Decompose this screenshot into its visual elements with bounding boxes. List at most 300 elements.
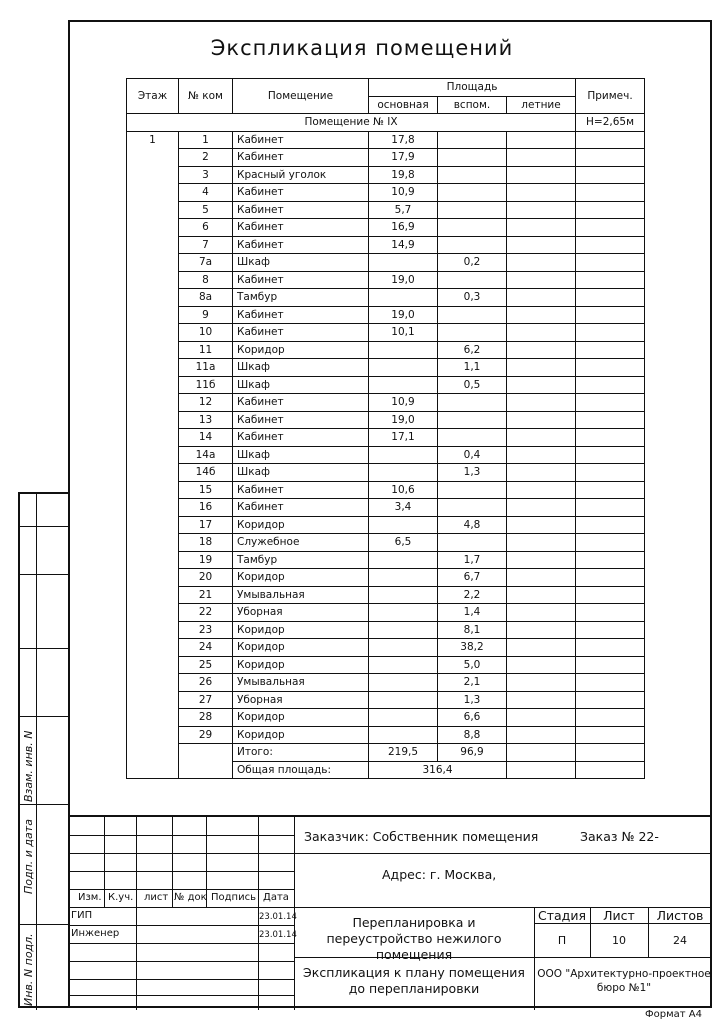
area-main-cell [369,639,438,657]
floor-cell [127,656,179,674]
note-cell [576,324,645,342]
area-main-cell [369,341,438,359]
title-block [68,815,712,1008]
room-name-cell: Шкаф [233,359,369,377]
area-main-cell: 10,9 [369,394,438,412]
floor-cell [127,219,179,237]
floor-cell [127,289,179,307]
note-cell [576,341,645,359]
area-summer-cell [507,621,576,639]
header-area-summer: летние [507,96,576,114]
room-name-cell: Коридор [233,639,369,657]
area-summer-cell [507,586,576,604]
area-main-cell: 19,0 [369,411,438,429]
note-cell [576,481,645,499]
floor-cell [127,674,179,692]
area-main-cell: 17,8 [369,131,438,149]
room-no-cell: 2 [179,149,233,167]
area-aux-cell: 1,4 [438,604,507,622]
area-main-cell [369,551,438,569]
table-row [127,166,645,184]
note-cell [576,149,645,167]
area-summer-cell [507,341,576,359]
table-row [127,656,645,674]
table-row [127,149,645,167]
col-data: Дата [263,892,289,903]
floor-cell [127,394,179,412]
header-area-main: основная [369,96,438,114]
note-cell [576,709,645,727]
floor-cell [127,149,179,167]
header-room: Помещение [233,79,369,114]
total-area-row [127,761,645,779]
room-no-cell: 25 [179,656,233,674]
room-name-cell: Умывальная [233,674,369,692]
room-no-cell: 27 [179,691,233,709]
area-main-cell: 19,8 [369,166,438,184]
room-no-cell: 9 [179,306,233,324]
area-main-cell [369,516,438,534]
floor-cell [127,411,179,429]
area-summer-cell [507,166,576,184]
table-row [127,324,645,342]
area-summer-cell [507,429,576,447]
header-area-aux: вспом. [438,96,507,114]
area-summer-cell [507,236,576,254]
note-cell [576,499,645,517]
floor-cell [127,621,179,639]
project-title: Перепланировка и переустройство нежилого помещения [326,915,502,962]
doc-title: Экспликация к плану помещения до перепланировки [303,965,525,996]
header-area: Площадь [369,79,576,97]
area-aux-cell [438,394,507,412]
room-no-cell: 22 [179,604,233,622]
section-note: H=2,65м [576,114,645,132]
table-row [127,341,645,359]
table-row [127,621,645,639]
floor-cell [127,201,179,219]
room-no-cell: 4 [179,184,233,202]
area-summer-cell [507,394,576,412]
room-no-cell: 10 [179,324,233,342]
table-row [127,604,645,622]
room-no-cell: 7 [179,236,233,254]
room-no-cell: 16 [179,499,233,517]
area-summer-cell [507,481,576,499]
area-main-cell: 10,9 [369,184,438,202]
room-name-cell: Кабинет [233,149,369,167]
room-no-cell: 8 [179,271,233,289]
note-cell [576,236,645,254]
note-cell [576,411,645,429]
area-summer-cell [507,656,576,674]
note-cell [576,516,645,534]
floor-cell [127,236,179,254]
area-aux-cell: 0,2 [438,254,507,272]
area-summer-cell [507,674,576,692]
col-izm: Изм. [78,892,102,903]
room-name-cell: Кабинет [233,184,369,202]
room-no-cell: 3 [179,166,233,184]
room-name-cell: Шкаф [233,464,369,482]
floor-cell: 1 [127,131,179,149]
area-aux-cell [438,219,507,237]
area-aux-cell: 0,5 [438,376,507,394]
room-name-cell: Кабинет [233,271,369,289]
note-cell [576,219,645,237]
table-row [127,201,645,219]
room-name-cell: Коридор [233,341,369,359]
note-cell [576,744,645,762]
room-no-cell: 8а [179,289,233,307]
table-row [127,131,645,149]
room-no-cell: 11а [179,359,233,377]
note-cell [576,166,645,184]
engineer-date: 23.01.14 [259,930,297,940]
area-main-cell: 16,9 [369,219,438,237]
area-summer-cell [507,131,576,149]
room-name-cell: Коридор [233,709,369,727]
area-main-cell: 3,4 [369,499,438,517]
floor-cell [127,464,179,482]
room-no-cell: 6 [179,219,233,237]
note-cell [576,586,645,604]
note-cell [576,446,645,464]
sheet-value: 10 [612,934,626,947]
room-name-cell: Коридор [233,656,369,674]
table-row [127,639,645,657]
floor-cell [127,744,179,762]
sheets-value: 24 [673,934,687,947]
header-floor: Этаж [127,79,179,114]
floor-cell [127,324,179,342]
area-summer-cell [507,289,576,307]
room-name-cell: Уборная [233,691,369,709]
table-row [127,411,645,429]
room-no-cell [179,761,233,779]
area-summer-cell [507,691,576,709]
area-summer-cell [507,271,576,289]
table-row [127,534,645,552]
area-main-cell: 17,9 [369,149,438,167]
room-name-cell: Служебное [233,534,369,552]
room-no-cell: 19 [179,551,233,569]
note-cell [576,551,645,569]
area-main-cell [369,674,438,692]
note-cell [576,306,645,324]
area-aux-cell: 4,8 [438,516,507,534]
page-title: Экспликация помещений [210,36,514,60]
area-main-cell: 19,0 [369,306,438,324]
room-no-cell: 14а [179,446,233,464]
floor-cell [127,254,179,272]
table-row [127,271,645,289]
area-aux-cell [438,201,507,219]
totals-row [127,744,645,762]
stage-label: Стадия [538,908,586,923]
area-aux-cell [438,499,507,517]
note-cell [576,271,645,289]
table-row [127,499,645,517]
table-row [127,219,645,237]
room-no-cell: 21 [179,586,233,604]
note-cell [576,289,645,307]
area-aux-cell [438,149,507,167]
area-aux-cell: 1,3 [438,464,507,482]
note-cell [576,726,645,744]
room-name-cell: Кабинет [233,201,369,219]
floor-cell [127,166,179,184]
table-row [127,236,645,254]
area-summer-cell [507,184,576,202]
area-aux-cell [438,429,507,447]
table-row [127,709,645,727]
room-no-cell: 13 [179,411,233,429]
note-cell [576,639,645,657]
floor-cell [127,761,179,779]
table-row [127,289,645,307]
table-row [127,184,645,202]
room-no-cell: 11 [179,341,233,359]
table-row [127,394,645,412]
floor-cell [127,586,179,604]
area-main-cell: 19,0 [369,271,438,289]
totals-aux: 96,9 [438,744,507,762]
col-podpis: Подпись [211,892,256,903]
table-row [127,376,645,394]
area-main-cell [369,289,438,307]
area-summer-cell [507,411,576,429]
col-kuch: К.уч. [108,892,134,903]
note-cell [576,534,645,552]
room-name-cell: Уборная [233,604,369,622]
note-cell [576,394,645,412]
room-no-cell: 20 [179,569,233,587]
area-aux-cell [438,131,507,149]
room-no-cell: 23 [179,621,233,639]
area-summer-cell [507,516,576,534]
floor-cell [127,639,179,657]
room-name-cell: Коридор [233,621,369,639]
note-cell [576,429,645,447]
table-row [127,359,645,377]
area-summer-cell [507,726,576,744]
floor-cell [127,691,179,709]
totals-main: 219,5 [369,744,438,762]
area-summer-cell [507,149,576,167]
gip-date: 23.01.14 [259,912,297,922]
floor-cell [127,726,179,744]
table-row [127,464,645,482]
floor-cell [127,551,179,569]
room-no-cell: 7а [179,254,233,272]
area-summer-cell [507,761,576,779]
room-name-cell: Кабинет [233,324,369,342]
floor-cell [127,446,179,464]
gip-label: ГИП [71,910,93,921]
area-aux-cell [438,166,507,184]
room-no-cell: 15 [179,481,233,499]
floor-cell [127,481,179,499]
room-name-cell: Тамбур [233,551,369,569]
inv-label: Инв. N подл. [22,933,35,1006]
area-summer-cell [507,499,576,517]
area-summer-cell [507,744,576,762]
area-summer-cell [507,551,576,569]
room-no-cell: 24 [179,639,233,657]
area-main-cell [369,359,438,377]
area-main-cell [369,604,438,622]
floor-cell [127,604,179,622]
room-name-cell: Коридор [233,516,369,534]
area-summer-cell [507,534,576,552]
area-aux-cell: 6,6 [438,709,507,727]
table-row [127,726,645,744]
area-main-cell [369,709,438,727]
area-summer-cell [507,569,576,587]
table-row [127,569,645,587]
table-row [127,691,645,709]
note-cell [576,359,645,377]
note-cell [576,201,645,219]
room-name-cell: Шкаф [233,376,369,394]
area-main-cell: 14,9 [369,236,438,254]
sheet-label: Лист [603,908,635,923]
area-main-cell: 17,1 [369,429,438,447]
explication-table [126,78,645,779]
floor-cell [127,341,179,359]
area-summer-cell [507,446,576,464]
room-name-cell: Кабинет [233,394,369,412]
area-main-cell [369,446,438,464]
floor-cell [127,499,179,517]
room-no-cell: 29 [179,726,233,744]
note-cell [576,254,645,272]
floor-cell [127,569,179,587]
room-name-cell: Кабинет [233,429,369,447]
area-aux-cell [438,324,507,342]
room-no-cell: 17 [179,516,233,534]
area-aux-cell [438,184,507,202]
floor-cell [127,516,179,534]
area-main-cell [369,586,438,604]
room-no-cell: 5 [179,201,233,219]
area-aux-cell: 0,4 [438,446,507,464]
podp-label: Подп. и дата [22,819,35,894]
area-main-cell: 10,1 [369,324,438,342]
room-name-cell: Кабинет [233,236,369,254]
room-no-cell [179,744,233,762]
side-strip [18,492,68,1008]
area-aux-cell [438,306,507,324]
area-aux-cell [438,236,507,254]
sheets-label: Листов [656,908,704,923]
floor-cell [127,359,179,377]
room-name-cell: Шкаф [233,254,369,272]
room-name-cell: Кабинет [233,499,369,517]
area-aux-cell [438,534,507,552]
area-aux-cell: 6,7 [438,569,507,587]
table-row [127,306,645,324]
area-summer-cell [507,219,576,237]
area-aux-cell: 0,3 [438,289,507,307]
table-row [127,254,645,272]
area-aux-cell: 2,2 [438,586,507,604]
room-no-cell: 26 [179,674,233,692]
area-summer-cell [507,254,576,272]
note-cell [576,604,645,622]
note-cell [576,464,645,482]
table-row [127,516,645,534]
vzam-label: Взам. инв. N [22,730,35,802]
table-row [127,481,645,499]
room-no-cell: 28 [179,709,233,727]
area-aux-cell: 2,1 [438,674,507,692]
room-no-cell: 18 [179,534,233,552]
area-aux-cell: 38,2 [438,639,507,657]
area-aux-cell [438,481,507,499]
section-label: Помещение № IX [127,114,576,132]
area-aux-cell: 8,8 [438,726,507,744]
room-name-cell: Кабинет [233,481,369,499]
room-name-cell: Умывальная [233,586,369,604]
area-aux-cell: 1,3 [438,691,507,709]
header-note: Примеч. [576,79,645,114]
room-no-cell: 1 [179,131,233,149]
table-row [127,551,645,569]
area-main-cell [369,464,438,482]
area-aux-cell [438,271,507,289]
col-ndok: № док [174,892,207,903]
area-main-cell [369,254,438,272]
area-main-cell: 5,7 [369,201,438,219]
address-text: Адрес: г. Москва, [382,867,497,882]
room-name-cell: Кабинет [233,411,369,429]
area-summer-cell [507,306,576,324]
org-name: ООО "Архитектурно-проектное бюро №1" [537,968,711,994]
area-summer-cell [507,359,576,377]
area-aux-cell: 1,1 [438,359,507,377]
area-main-cell [369,656,438,674]
note-cell [576,184,645,202]
header-room-no: № ком [179,79,233,114]
floor-cell [127,271,179,289]
note-cell [576,376,645,394]
area-summer-cell [507,201,576,219]
area-aux-cell: 1,7 [438,551,507,569]
format-label: Формат А4 [645,1009,702,1020]
room-no-cell: 14б [179,464,233,482]
customer-text: Заказчик: Собственник помещения [304,829,539,844]
table-row [127,446,645,464]
room-name-cell: Тамбур [233,289,369,307]
area-main-cell [369,726,438,744]
area-summer-cell [507,464,576,482]
area-main-cell [369,569,438,587]
totals-label: Итого: [233,744,369,762]
room-name-cell: Кабинет [233,131,369,149]
room-name-cell: Коридор [233,569,369,587]
area-main-cell [369,376,438,394]
engineer-label: Инженер [71,928,120,939]
area-main-cell: 6,5 [369,534,438,552]
area-aux-cell: 5,0 [438,656,507,674]
total-area-value: 316,4 [369,761,507,779]
table-row [127,674,645,692]
room-name-cell: Кабинет [233,306,369,324]
room-name-cell: Кабинет [233,219,369,237]
floor-cell [127,709,179,727]
